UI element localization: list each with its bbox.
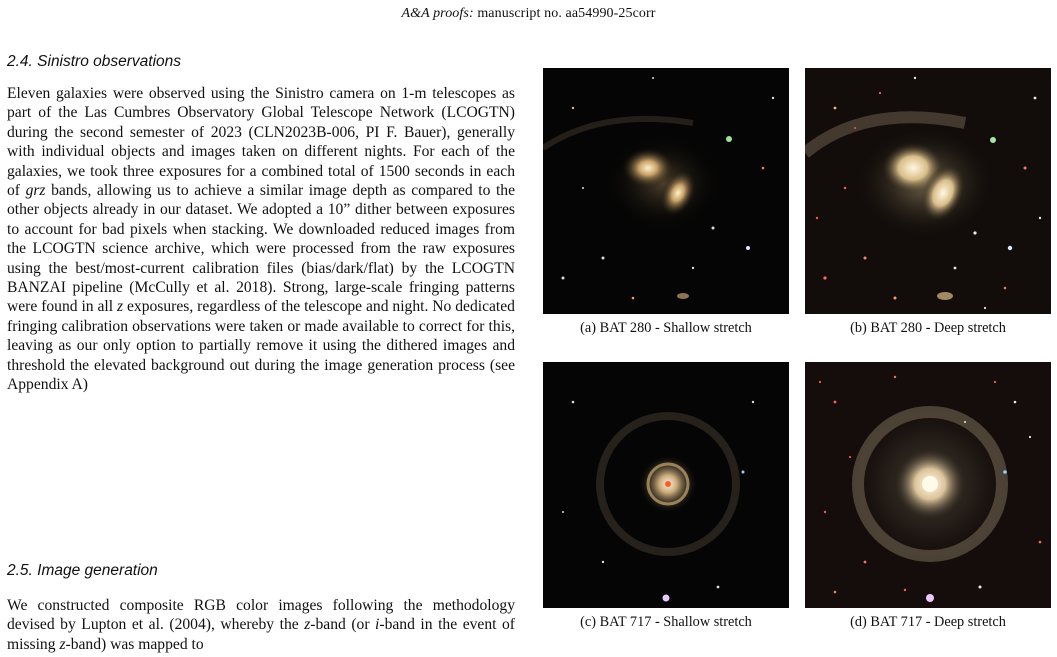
figure-panel-a-galaxy-pair-shallow — [543, 68, 789, 314]
figure-panel-d-spiral-galaxy-deep — [805, 362, 1051, 608]
galaxy-pair-deep-image — [805, 68, 1051, 314]
figure-caption-d: (d) BAT 717 - Deep stretch — [850, 614, 1006, 630]
manuscript-number: manuscript no. aa54990-25corr — [473, 6, 656, 21]
figure-panel-c-spiral-galaxy-shallow — [543, 362, 789, 608]
figure-caption-c: (c) BAT 717 - Shallow stretch — [580, 614, 752, 630]
section-title-2-4: 2.4. Sinistro observations — [7, 53, 182, 70]
section-2-5-body: We constructed composite RGB color images following the methodology devised by Lupton et al. (2004), whereby the z-band (or i-band in the event of missing z-band) was mapped to — [7, 597, 515, 653]
spiral-galaxy-deep-image — [805, 362, 1051, 608]
spiral-galaxy-shallow-image — [543, 362, 789, 608]
figure-caption-a: (a) BAT 280 - Shallow stretch — [580, 320, 752, 336]
galaxy-pair-shallow-image — [543, 68, 789, 314]
figure-caption-b: (b) BAT 280 - Deep stretch — [850, 320, 1006, 336]
section-2-4-body: Eleven galaxies were observed using the Sinistro camera on 1-m telescopes as part of the Las Cumbres Observatory Global Telescope Network (LCOGTN) during the second semester of 2023 (CLN2023B-006, PI F. Bauer), generally with individual objects and images taken on different nights. For each of the galaxies, we took three exposures for a combined total of 1500 seconds in each of grz bands, allowing us to achieve a similar image depth as compared to the other objects already in our dataset. We adopted a 10” dither between exposures to account for bad pixels when stacking. We downloaded reduced images from the LCOGTN science archive, which were processed from the raw exposures using the best/most-current calibration files (bias/dark/flat) by the LCOGTN BANZAI pipeline (McCully et al. 2018). Strong, large-scale fringing patterns were found in all z exposures, regardless of the telescope and night. No dedicated fringing calibration observations were taken or made available to correct for this, leaving as our only option to partially remove it using the dithered images and threshold the elevated background out during the image generation process (see Appendix A) — [7, 85, 515, 394]
journal-name: A&A proofs: — [401, 6, 474, 21]
figure-panel-b-galaxy-pair-deep — [805, 68, 1051, 314]
section-title-2-5: 2.5. Image generation — [7, 562, 158, 579]
running-header — [0, 6, 1057, 22]
